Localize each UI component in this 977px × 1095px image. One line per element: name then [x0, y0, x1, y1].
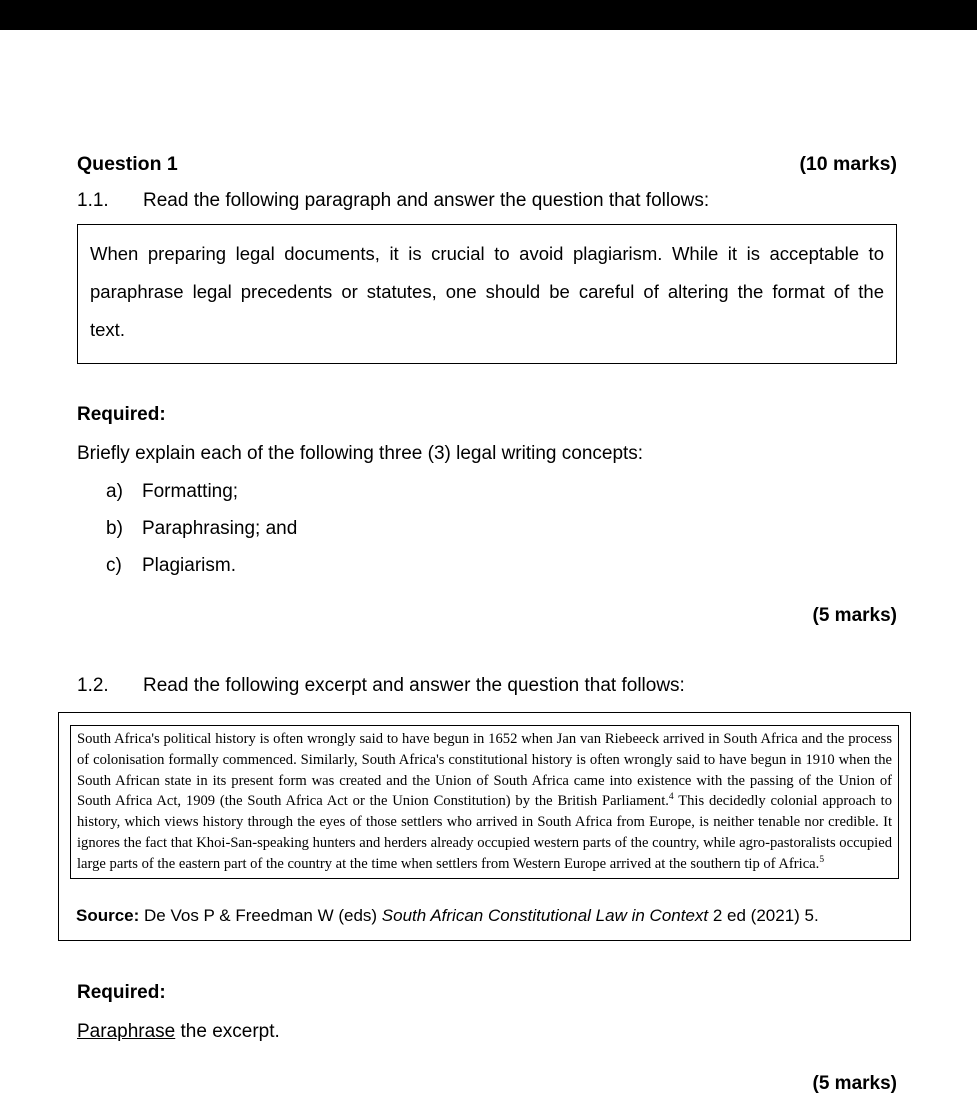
source-citation	[70, 905, 899, 927]
source-title: South African Constitutional Law in Context	[381, 906, 709, 926]
excerpt-text-part-2: This decidedly colonial approach to history, which views history through the eyes of those settlers who arrived in South Africa from Europe, is neither tenable nor credible. It ignores the fact that Khoi-San-speaking hunters and herders already occupied western parts of the country, while agro-pastoralists occupied large parts of the eastern part of the country at the time when settlers from Western Europe arrived at the southern tip of Africa.	[77, 793, 892, 872]
scan-artifact-top-bar	[0, 0, 977, 30]
required-prompt-1-1: Briefly explain each of the following three (3) legal writing concepts:	[77, 442, 644, 464]
required-prompt-1-2-rest: the excerpt.	[175, 1021, 280, 1043]
question-title: Question 1	[77, 153, 178, 175]
subquestion-1-2-marks: (5 marks)	[812, 1073, 897, 1095]
subquestion-1-2-number: 1.2.	[77, 675, 109, 697]
excerpt-paragraph	[77, 729, 892, 874]
list-item-marker: a)	[106, 481, 123, 503]
question-total-marks: (10 marks)	[799, 153, 897, 175]
excerpt-text-part-1: South Africa's political history is often wrongly said to have begun in 1652 when Jan van Riebeeck arrived in South Africa and the process of colonisation formally commenced. Similarly, South Africa's constitutional history is often wrongly said to have begun in 1910 when the South African state in its present form was created and the Union of South Africa came into existence with the passing of the Union of South Africa Act, 1909 (the South Africa Act or the Union Constitution) by the British Parliament.	[77, 731, 892, 810]
required-label-1-2: Required:	[77, 982, 166, 1004]
required-prompt-1-2	[77, 1020, 897, 1045]
list-item-label: Paraphrasing; and	[142, 517, 298, 539]
required-label-1-1: Required:	[77, 403, 166, 425]
subquestion-1-1-marks: (5 marks)	[812, 605, 897, 627]
source-label: Source:	[76, 906, 140, 926]
list-item	[77, 517, 897, 541]
excerpt-outer-box	[58, 712, 911, 941]
list-item	[77, 554, 897, 578]
footnote-marker-4: 4	[668, 792, 674, 803]
question-header	[77, 153, 897, 176]
subquestion-1-2-instruction-text: Read the following excerpt and answer the question that follows:	[143, 675, 685, 697]
footnote-marker-5: 5	[819, 854, 825, 865]
list-item-marker: c)	[106, 554, 122, 576]
page-content	[77, 30, 897, 1095]
list-item-marker: b)	[106, 517, 123, 539]
quoted-paragraph-box	[77, 224, 897, 364]
source-edition: 2 ed (2021) 5.	[708, 906, 819, 926]
paraphrase-keyword: Paraphrase	[77, 1021, 176, 1043]
subquestion-1-2-instruction-row	[77, 674, 897, 698]
subquestion-1-1-number: 1.1.	[77, 190, 109, 211]
quoted-paragraph-text: When preparing legal documents, it is crucial to avoid plagiarism. While it is acceptable to paraphrase legal precedents or statutes, one should be careful of altering the format of the text.	[90, 242, 884, 340]
list-item-label: Plagiarism.	[142, 554, 236, 576]
document-page	[0, 30, 977, 1093]
concepts-list	[77, 480, 897, 577]
subquestion-1-1-instruction-text: Read the following paragraph and answer the question that follows:	[143, 190, 710, 211]
list-item	[77, 480, 897, 504]
source-authors: De Vos P & Freedman W (eds)	[139, 906, 382, 926]
subquestion-1-1-instruction-row	[77, 189, 897, 213]
list-item-label: Formatting;	[142, 481, 239, 503]
excerpt-inner-box	[70, 725, 899, 879]
